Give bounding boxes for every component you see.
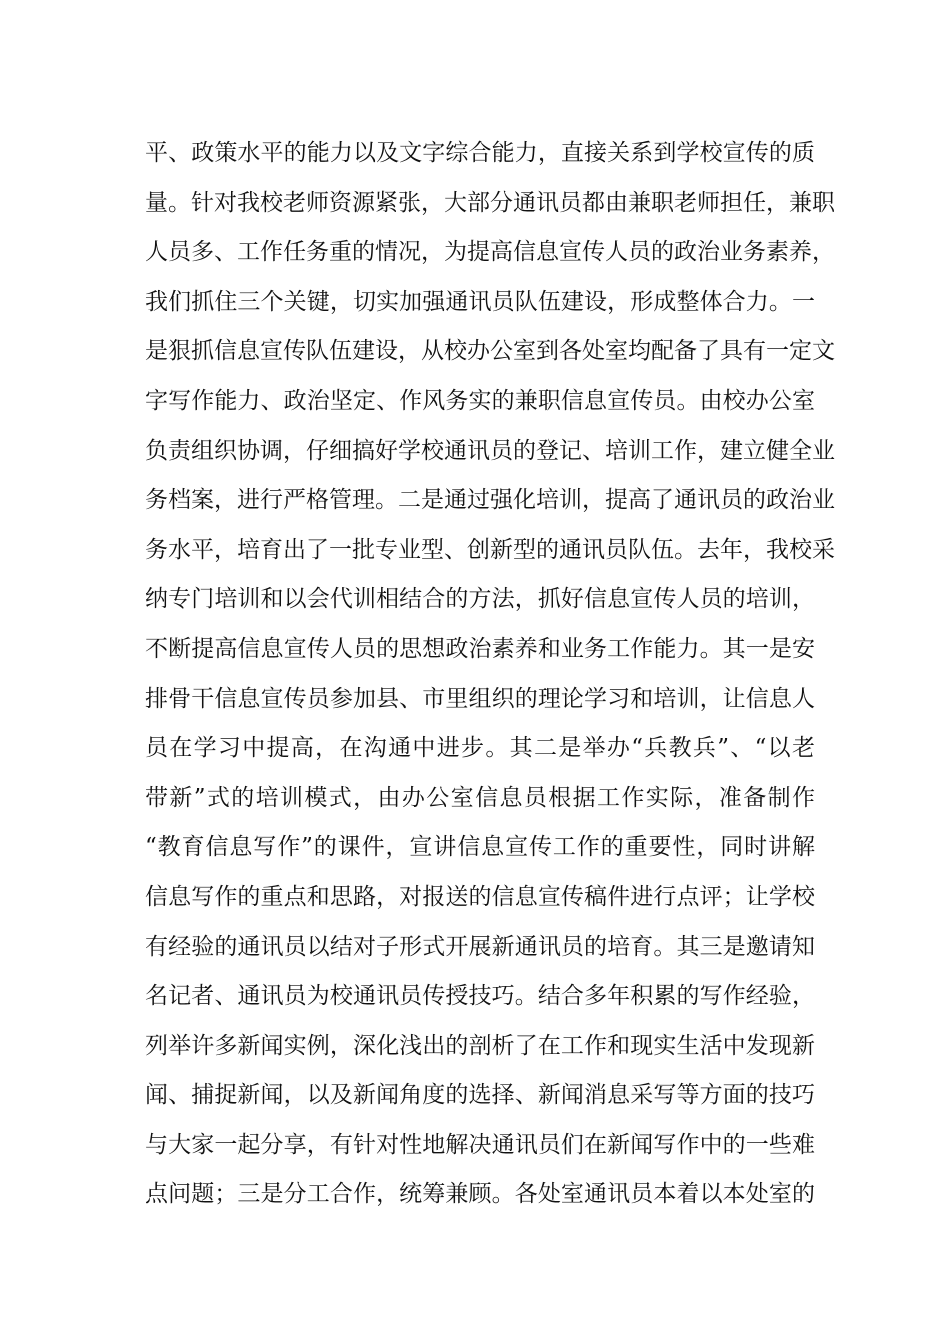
text-line: 排骨干信息宣传员参加县、市里组织的理论学习和培训，让信息人 bbox=[145, 685, 815, 712]
text-line: 与大家一起分享，有针对性地解决通讯员们在新闻写作中的一些难 bbox=[145, 1131, 815, 1158]
text-line: 负责组织协调，仔细搞好学校通讯员的登记、培训工作，建立健全业 bbox=[145, 437, 835, 464]
text-line: 员在学习中提高，在沟通中进步。其二是举办“兵教兵”、“以老 bbox=[145, 735, 815, 762]
text-line: 平、政策水平的能力以及文字综合能力，直接关系到学校宣传的质 bbox=[145, 140, 815, 166]
text-line: 纳专门培训和以会代训相结合的方法，抓好信息宣传人员的培训， bbox=[145, 586, 815, 613]
text-line: 点问题；三是分工合作，统筹兼顾。各处室通讯员本着以本处室的 bbox=[145, 1181, 815, 1208]
text-line: 闻、捕捉新闻，以及新闻角度的选择、新闻消息采写等方面的技巧 bbox=[145, 1082, 815, 1109]
text-line: 有经验的通讯员以结对子形式开展新通讯员的培育。其三是邀请知 bbox=[145, 933, 815, 960]
text-line: 字写作能力、政治坚定、作风务实的兼职信息宣传员。由校办公室 bbox=[145, 387, 815, 414]
text-line: 务档案，进行严格管理。二是通过强化培训，提高了通讯员的政治业 bbox=[145, 487, 835, 514]
text-line: 带新”式的培训模式，由办公室信息员根据工作实际，准备制作 bbox=[145, 784, 815, 811]
text-line: 信息写作的重点和思路，对报送的信息宣传稿件进行点评；让学校 bbox=[145, 883, 815, 910]
text-line: 不断提高信息宣传人员的思想政治素养和业务工作能力。其一是安 bbox=[145, 635, 815, 662]
text-line: 是狠抓信息宣传队伍建设，从校办公室到各处室均配备了具有一定文 bbox=[145, 338, 835, 365]
text-line: 我们抓住三个关键，切实加强通讯员队伍建设，形成整体合力。一 bbox=[145, 288, 815, 315]
text-line: 人员多、工作任务重的情况，为提高信息宣传人员的政治业务素养， bbox=[145, 239, 835, 266]
body-text bbox=[145, 129, 835, 1220]
text-line: 列举许多新闻实例，深化浅出的剖析了在工作和现实生活中发现新 bbox=[145, 1032, 815, 1059]
text-line: 务水平，培育出了一批专业型、创新型的通讯员队伍。去年，我校采 bbox=[145, 536, 835, 563]
text-line: 量。针对我校老师资源紧张，大部分通讯员都由兼职老师担任，兼职 bbox=[145, 189, 835, 216]
text-line: 名记者、通讯员为校通讯员传授技巧。结合多年积累的写作经验， bbox=[145, 983, 815, 1010]
text-line: “教育信息写作”的课件，宣讲信息宣传工作的重要性，同时讲解 bbox=[145, 834, 815, 861]
